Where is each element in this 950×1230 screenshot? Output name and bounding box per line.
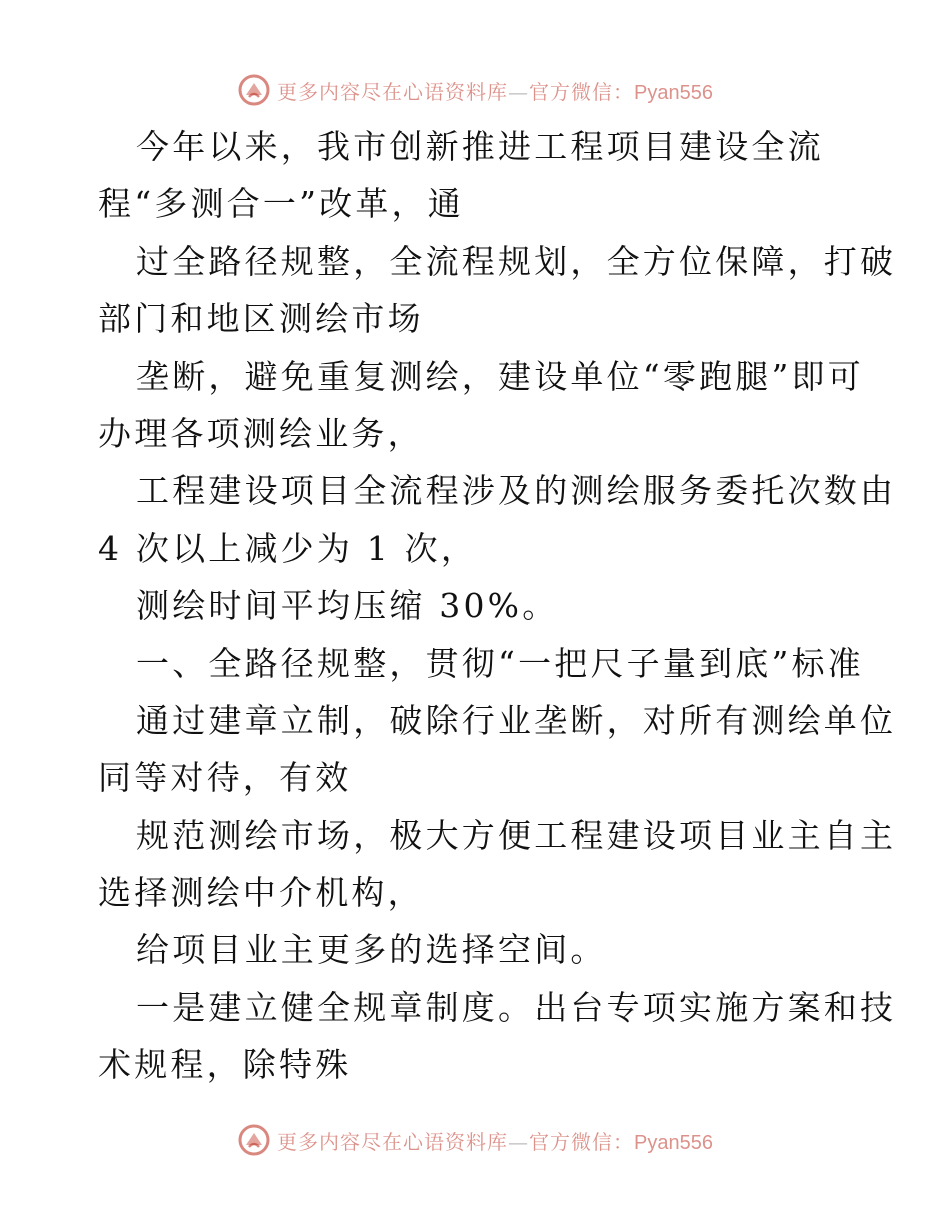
watermark-text [277,1126,713,1155]
ribbon-logo-icon [237,73,271,107]
text-line: 垄断，避免重复测绘，建设单位“零跑腿”即可 [136,356,864,396]
text-line: 今年以来，我市创新推进工程项目建设全流 [136,127,824,166]
document-body [98,118,897,1094]
watermark-official: 官方微信： [529,1129,635,1154]
watermark-separator: — [508,79,530,104]
text-line: 测绘时间平均压缩 30%。 [136,586,559,626]
text-line: 办理各项测绘业务， [98,413,424,453]
text-line: 同等对待，有效 [98,758,352,798]
section-heading: 一、全路径规整，贯彻“一把尺子量到底”标准 [136,643,864,683]
watermark-id: Pyan556 [634,1131,713,1154]
text-line: 术规程，除特殊 [98,1045,352,1085]
text-line: 程“多测合一”改革，通 [98,184,464,224]
footer-watermark [0,1120,950,1160]
text-line: 4 次以上减少为 1 次， [98,528,478,568]
text-line: 给项目业主更多的选择空间。 [136,930,607,970]
watermark-official: 官方微信： [529,79,635,104]
header-watermark [0,70,950,110]
text-line: 工程建设项目全流程涉及的测绘服务委托次数由 [136,471,897,511]
watermark-main: 更多内容尽在心语资料库 [277,1129,509,1154]
text-line: 规范测绘市场，极大方便工程建设项目业主自主 [136,815,897,855]
text-line: 过全路径规整，全流程规划，全方位保障，打破 [136,241,897,281]
text-line: 一是建立健全规章制度。出台专项实施方案和技 [136,987,897,1027]
watermark-id: Pyan556 [634,81,713,104]
watermark-main: 更多内容尽在心语资料库 [277,79,509,104]
text-line: 选择测绘中介机构， [98,873,424,913]
watermark-separator: — [508,1129,530,1154]
watermark-text [277,76,713,105]
ribbon-logo-icon [237,1123,271,1157]
text-line: 通过建章立制，破除行业垄断，对所有测绘单位 [136,700,897,740]
text-line: 部门和地区测绘市场 [98,299,424,339]
